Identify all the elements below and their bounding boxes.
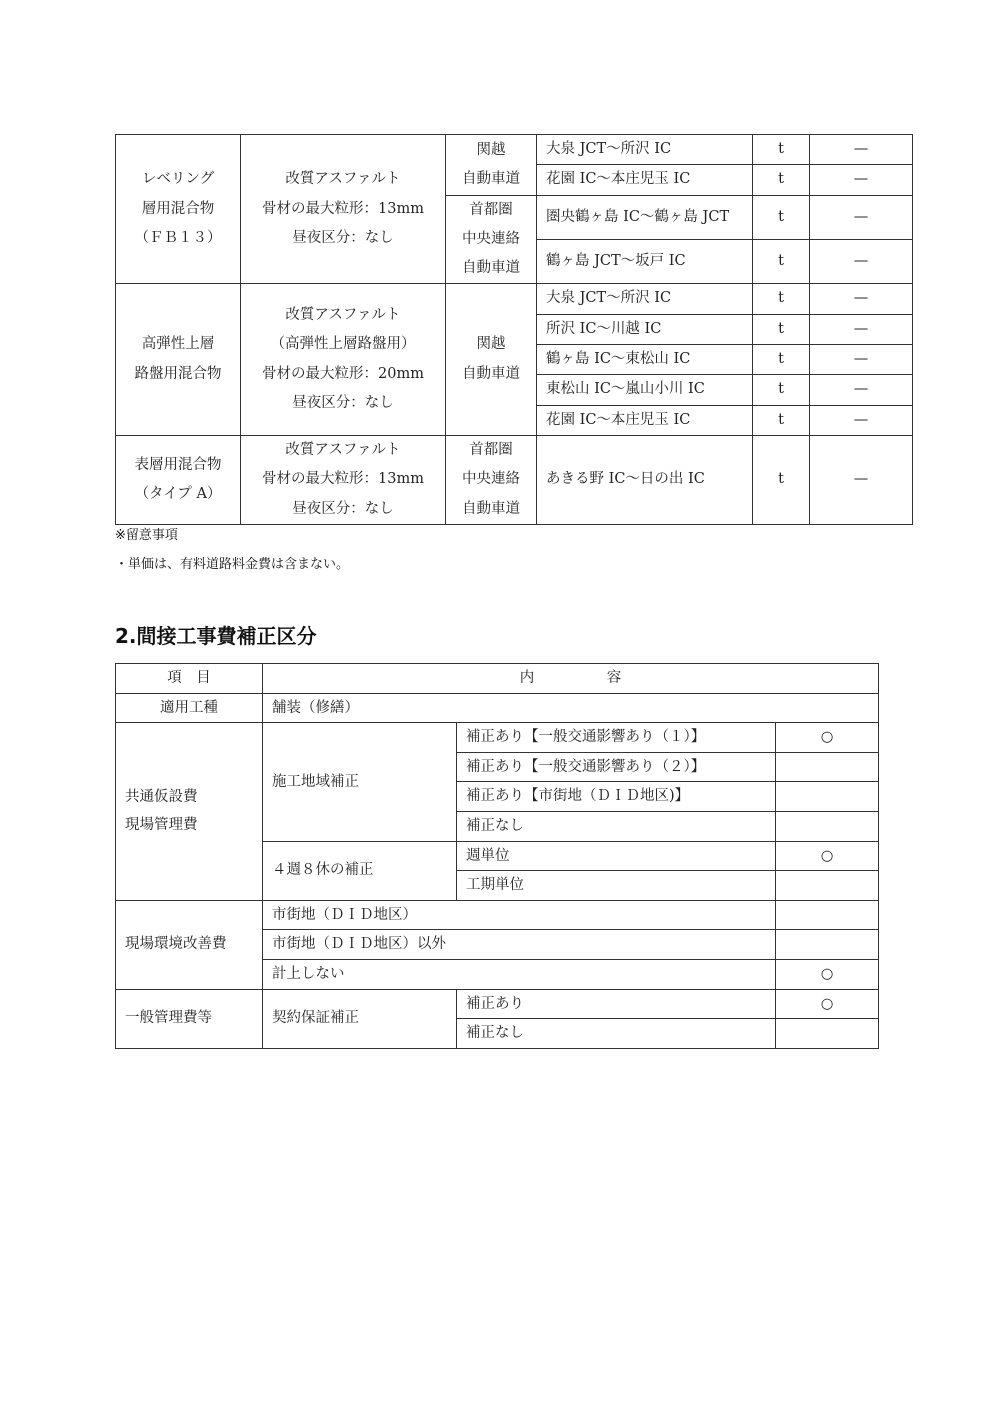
option-mark [776, 930, 879, 960]
material-cell: 表層用混合物 （タイプ A） [116, 435, 241, 524]
table-row [116, 989, 879, 1019]
section-cell: 鶴ヶ島 IC～東松山 IC [537, 345, 753, 375]
material-cell: レベリング 層用混合物 （ＦＢ１３） [116, 135, 241, 284]
option-mark [776, 782, 879, 812]
unit-cell: t [753, 345, 810, 375]
option-mark [776, 752, 879, 782]
price-cell: — [810, 405, 913, 435]
option-mark: ○ [776, 959, 879, 989]
section-cell: 圏央鶴ヶ島 IC～鶴ヶ島 JCT [537, 195, 753, 239]
price-cell: — [810, 435, 913, 524]
option-text: 市街地（ＤＩＤ地区） [263, 900, 776, 930]
indirect-cost-table [115, 663, 879, 1049]
section-cell: あきる野 IC～日の出 IC [537, 435, 753, 524]
unit-cell: t [753, 165, 810, 195]
section-cell: 花園 IC～本庄児玉 IC [537, 165, 753, 195]
applied-label: 適用工種 [116, 693, 263, 723]
road-cell: 関越 自動車道 [446, 284, 537, 435]
option-text: 補正なし [457, 1019, 776, 1049]
spec-cell: 改質アスファルト （高弾性上層路盤用） 骨材の最大粒形：20mm 昼夜区分：なし [241, 284, 446, 435]
price-cell: — [810, 375, 913, 405]
table-row [116, 135, 913, 165]
option-text: 補正あり [457, 989, 776, 1019]
price-cell: — [810, 345, 913, 375]
road-cell: 首都圏 中央連絡 自動車道 [446, 435, 537, 524]
option-text: 補正なし [457, 811, 776, 841]
section-cell: 花園 IC～本庄児玉 IC [537, 405, 753, 435]
option-text: 市街地（ＤＩＤ地区）以外 [263, 930, 776, 960]
section-cell: 大泉 JCT～所沢 IC [537, 135, 753, 165]
option-text: 工期単位 [457, 871, 776, 901]
unit-price-table [115, 134, 913, 525]
unit-cell: t [753, 375, 810, 405]
table-header-row [116, 664, 879, 694]
option-mark: ○ [776, 989, 879, 1019]
option-mark [776, 871, 879, 901]
section-heading: 2.間接工事費補正区分 [115, 624, 317, 648]
unit-cell: t [753, 240, 810, 284]
road-cell: 関越 自動車道 [446, 135, 537, 196]
table-row [116, 435, 913, 524]
road-cell: 首都圏 中央連絡 自動車道 [446, 195, 537, 284]
table-row [116, 693, 879, 723]
unit-cell: t [753, 135, 810, 165]
section-cell: 東松山 IC～嵐山小川 IC [537, 375, 753, 405]
applied-value: 舗装（修繕） [263, 693, 879, 723]
option-mark: ○ [776, 841, 879, 871]
general-sub-label: 契約保証補正 [263, 989, 457, 1048]
unit-cell: t [753, 314, 810, 344]
table-row [116, 723, 879, 753]
notes-line: ・単価は、有料道路料金費は含まない。 [115, 557, 350, 572]
material-cell: 高弾性上層 路盤用混合物 [116, 284, 241, 435]
section-cell: 所沢 IC～川越 IC [537, 314, 753, 344]
notes-title: ※留意事項 [115, 528, 178, 543]
price-cell: — [810, 195, 913, 239]
week-label: ４週８休の補正 [263, 841, 457, 900]
section-cell: 大泉 JCT～所沢 IC [537, 284, 753, 314]
spec-cell: 改質アスファルト 骨材の最大粒形：13mm 昼夜区分：なし [241, 435, 446, 524]
option-text: 補正あり【一般交通影響あり（１）】 [457, 723, 776, 753]
table-row [116, 284, 913, 314]
price-cell: — [810, 135, 913, 165]
option-mark [776, 900, 879, 930]
common-label: 共通仮設費 現場管理費 [116, 723, 263, 901]
price-cell: — [810, 240, 913, 284]
price-cell: — [810, 284, 913, 314]
option-text: 計上しない [263, 959, 776, 989]
option-text: 補正あり【一般交通影響あり（２）】 [457, 752, 776, 782]
option-text: 補正あり【市街地（ＤＩＤ地区)】 [457, 782, 776, 812]
price-cell: — [810, 314, 913, 344]
area-label: 施工地域補正 [263, 723, 457, 841]
spec-cell: 改質アスファルト 骨材の最大粒形：13mm 昼夜区分：なし [241, 135, 446, 284]
unit-cell: t [753, 435, 810, 524]
price-cell: — [810, 165, 913, 195]
section-cell: 鶴ヶ島 JCT～坂戸 IC [537, 240, 753, 284]
option-mark: ○ [776, 723, 879, 753]
unit-cell: t [753, 195, 810, 239]
unit-cell: t [753, 405, 810, 435]
unit-cell: t [753, 284, 810, 314]
table-row [116, 900, 879, 930]
env-label: 現場環境改善費 [116, 900, 263, 989]
header-content: 内 容 [263, 664, 879, 694]
option-text: 週単位 [457, 841, 776, 871]
option-mark [776, 811, 879, 841]
header-item: 項 目 [116, 664, 263, 694]
general-label: 一般管理費等 [116, 989, 263, 1048]
option-mark [776, 1019, 879, 1049]
